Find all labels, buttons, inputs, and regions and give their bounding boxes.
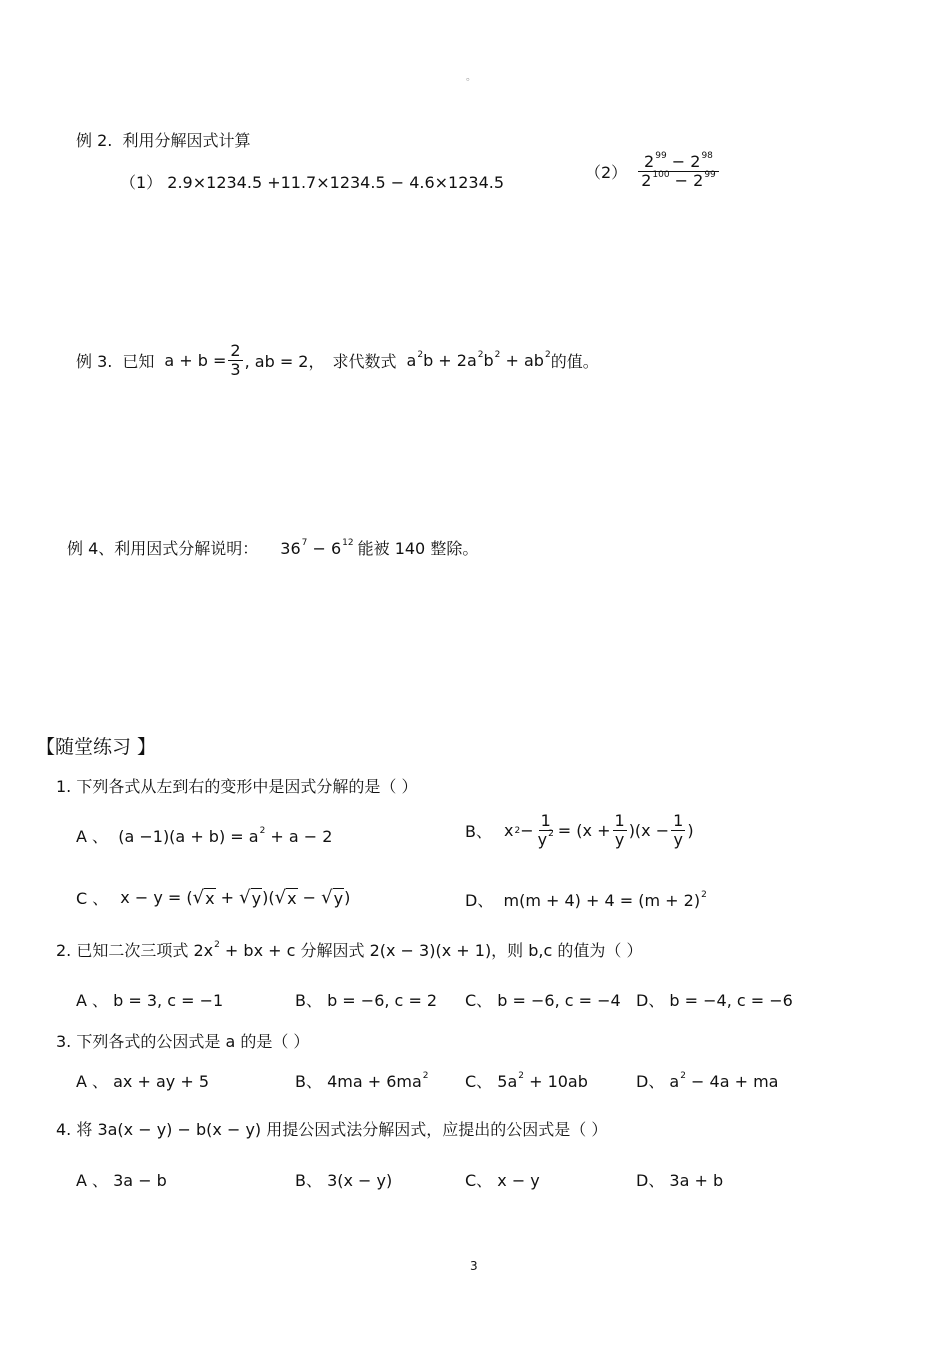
q4-option-d: D、 3a + b <box>636 1171 724 1190</box>
option-expr: + a − 2 <box>265 827 333 846</box>
option-expr: − <box>520 821 534 841</box>
expr-exp: 2 <box>494 350 501 361</box>
sqrt-icon: √ <box>239 887 251 908</box>
frac-num-base: 2 <box>644 152 655 171</box>
sqrt-icon: √ <box>274 887 287 908</box>
fraction-1-over-y2 <box>536 812 556 850</box>
expr-part: 36 <box>280 539 301 558</box>
example4 <box>67 536 478 559</box>
option-expr: C、 5a <box>465 1072 518 1091</box>
sqrt-icon: √ <box>321 887 333 908</box>
expr-part: b + 2a <box>423 351 477 371</box>
sqrt-content: y <box>251 888 262 908</box>
option-label: B、 <box>465 822 492 842</box>
frac-den: y <box>614 830 625 850</box>
option-label: C 、 <box>76 889 109 908</box>
example2-label: 例 2. <box>76 131 113 150</box>
q4-option-c: C、 x − y <box>465 1171 540 1190</box>
option-expr: − 4a + ma <box>685 1072 779 1091</box>
q1-option-d <box>465 888 707 911</box>
expr-part: − 6 <box>307 539 342 558</box>
option-exp: 2 <box>259 826 266 836</box>
example2-part2-label: （2） <box>585 163 628 183</box>
expr-exp: 2 <box>544 350 551 361</box>
q2-option-b: B、 b = −6, c = 2 <box>295 991 438 1010</box>
option-expr: x <box>503 821 514 841</box>
q2-option-d: D、 b = −4, c = −6 <box>636 991 793 1010</box>
expr-part: + ab <box>500 351 544 371</box>
stem-text: 2. 已知二次三项式 2x <box>56 941 214 960</box>
example3-text3: 的值。 <box>550 352 599 372</box>
q3-option-b <box>295 1069 429 1092</box>
example2-part1 <box>120 170 504 193</box>
q4-stem: 4. 将 3a(x − y) − b(x − y) 用提公因式法分解因式，应提出的公因式是（ ） <box>56 1120 608 1139</box>
q1-option-a <box>76 824 332 847</box>
example4-expr <box>280 539 353 558</box>
example3-text2: 求代数式 <box>332 352 397 372</box>
example2-part2 <box>585 153 724 191</box>
sqrt-content: x <box>287 888 297 908</box>
q3-option-d <box>636 1069 778 1092</box>
example3-cond-lhs: a + b = <box>164 351 227 371</box>
example3-text1: 已知 <box>122 352 155 372</box>
option-exp: 2 <box>422 1071 429 1081</box>
frac-den-exp2: 99 <box>704 170 716 181</box>
frac-den-mid: − 2 <box>669 171 704 191</box>
q4-option-a: A 、 3a − b <box>76 1171 167 1190</box>
option-exp: 2 <box>701 890 707 900</box>
option-expr: − <box>297 888 322 907</box>
frac-num-exp2: 98 <box>701 151 713 161</box>
option-expr: ) <box>344 888 351 907</box>
example3-expr <box>407 351 551 370</box>
q1-option-b: B、 x 2 − $\frac{1}{y^2}$ = (x + $\frac{1}{y}$ )(x − $\frac{1}{y}$ ) <box>465 811 694 850</box>
practice-heading: 【随堂练习 】 <box>36 736 157 758</box>
q2-option-a: A 、 b = 3, c = −1 <box>76 991 224 1010</box>
option-expr: )(x − <box>628 821 670 841</box>
q3-option-a: A 、 ax + ay + 5 <box>76 1072 210 1091</box>
q1-stem: 1. 下列各式从左到右的变形中是因式分解的是（ ） <box>56 777 418 796</box>
example3 <box>76 342 599 380</box>
option-exp: 2 <box>518 1071 524 1081</box>
example2-part1-label: （1） <box>120 173 163 192</box>
stem-text: + bx + c 分解因式 2(x − 3)(x + 1)，则 b,c 的值为（ ） <box>219 941 643 960</box>
frac-den-base: y <box>537 830 548 850</box>
option-expr: )( <box>262 888 275 907</box>
option-expr: (a −1)(a + b) = a <box>118 827 259 846</box>
fraction-1-over-y <box>671 812 685 850</box>
option-expr: + <box>215 888 240 907</box>
frac-num: 1 <box>614 811 625 830</box>
example2-part1-expr: 2.9×1234.5 +11.7×1234.5 − 4.6×1234.5 <box>167 173 505 192</box>
option-expr: = (x + <box>557 821 611 841</box>
example2-heading <box>76 128 251 151</box>
q2-option-c: C、 b = −6, c = −4 <box>465 991 621 1010</box>
top-mark: 。 <box>466 72 476 83</box>
expr-exp: 12 <box>342 538 354 548</box>
option-expr: B、 4ma + 6ma <box>295 1072 422 1091</box>
example3-cond-rest: , ab = 2， <box>244 352 325 372</box>
fraction-1-over-y <box>613 812 627 850</box>
sqrt-content: y <box>333 888 344 908</box>
expr-exp: 2 <box>417 350 424 361</box>
expr-exp: 7 <box>301 538 308 548</box>
option-expr: m(m + 4) + 4 = (m + 2) <box>503 891 701 910</box>
expr-part: a <box>406 351 417 371</box>
example3-frac-den: 3 <box>230 360 241 380</box>
stem-exp: 2 <box>214 940 220 950</box>
page-number: 3 <box>470 1259 478 1273</box>
example3-label: 例 3. <box>76 352 113 372</box>
example3-frac-num: 2 <box>230 341 241 360</box>
frac-num: 1 <box>540 811 551 830</box>
example2-part2-fraction <box>635 153 722 191</box>
q2-stem <box>56 938 642 961</box>
q3-stem: 3. 下列各式的公因式是 a 的是（ ） <box>56 1032 310 1051</box>
example4-label: 例 4、 <box>67 539 115 558</box>
frac-den-base: 2 <box>641 171 652 191</box>
sqrt-content: x <box>205 888 215 908</box>
q1-option-c <box>76 886 350 909</box>
option-expr: ) <box>687 821 694 841</box>
frac-num: 1 <box>673 811 684 830</box>
frac-num-mid: − 2 <box>666 152 701 171</box>
example4-text2: 能被 140 整除。 <box>357 539 479 558</box>
frac-den-exp: 2 <box>548 829 554 840</box>
option-expr: + 10ab <box>523 1072 588 1091</box>
example2-text: 利用分解因式计算 <box>122 131 251 150</box>
option-label: D、 <box>465 891 494 910</box>
frac-den-exp1: 100 <box>652 170 670 181</box>
example3-fraction <box>228 342 242 380</box>
expr-part: b <box>483 351 494 371</box>
option-expr: x − y = ( <box>120 888 193 907</box>
option-exp: 2 <box>680 1071 686 1081</box>
example4-text1: 利用因式分解说明： <box>114 539 259 558</box>
frac-den: y <box>673 830 683 850</box>
option-expr: D、 a <box>636 1072 680 1091</box>
sqrt-icon: √ <box>192 887 205 908</box>
q3-option-c <box>465 1069 588 1092</box>
frac-den <box>536 831 556 849</box>
frac-num-exp1: 99 <box>655 151 667 161</box>
q4-option-b: B、 3(x − y) <box>295 1171 393 1190</box>
option-label: A 、 <box>76 827 109 846</box>
expr-exp: 2 <box>477 350 484 361</box>
